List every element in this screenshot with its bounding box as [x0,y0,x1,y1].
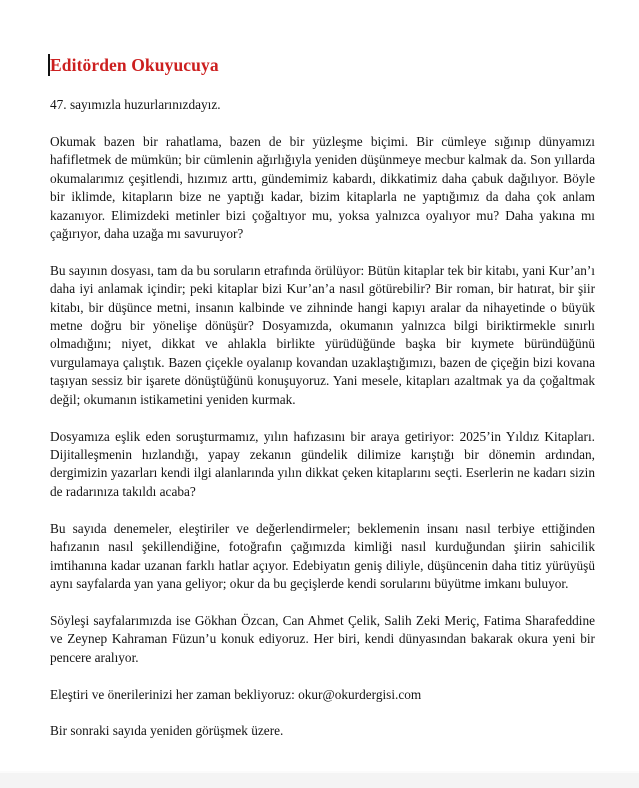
paragraph-dossier-theme[interactable]: Bu sayının dosyası, tam da bu soruların etrafında örülüyor: Bütün kitaplar tek bir kitabı, yani Kur’an’ı daha iyi anlamak içindir; peki kitaplar bizi Kur’an’a nasıl götürebilir? Bir roman, bir hatırat, bir şiir kitabı, bir düşünce metni, insanın kalbinde ve zihninde hangi kapıyı aralar da nihayetinde o büyük metne doğru bir yönelişe dönüşür? Dosyamızda, okumanın yalnızca bilgi biriktirmekle sınırlı olmadığını; niyet, dikkat ve ahlakla birlikte yürüdüğünde başka bir kıymete büründüğünü vurgulamaya çalıştık. Bazen çiçekle oyalanıp kovandan uzaklaştığımızı, bazen de çiçeğin bizi kovana taşıyan sessiz bir işarete dönüştüğünü konuşuyoruz. Yani mesele, kitapları azaltmak ya da çoğaltmak değil; okumanın istikametini yeniden kurmak. [50,262,595,407]
paragraph-essays-reviews[interactable]: Bu sayıda denemeler, eleştiriler ve değerlendirmeler; beklemenin insanı nasıl terbiye ettiğinden hafızanın nasıl şekillendiğine, fotoğrafın çağımızda kimliği nasıl kurduğundan şiirin sahicilik imtihanına kadar uzanan farklı hatlar açıyor. Edebiyatın geniş diliyle, düşüncenin daha titiz yürüyüşü aynı sayfalarda yan yana geliyor; okur da bu geçişlerde kendi sorularını büyütme imkanı buluyor. [50,520,595,591]
paragraph-interviews[interactable]: Söyleşi sayfalarımızda ise Gökhan Özcan, Can Ahmet Çelik, Salih Zeki Meriç, Fatima Sharafeddine ve Zeynep Kahraman Füzun’u konuk ediyoruz. Her biri, kendi dünyasından bakarak okura yeni bir pencere aralıyor. [50,612,595,665]
paragraph-reading-climate[interactable]: Okumak bazen bir rahatlama, bazen de bir yüzleşme biçimi. Bir cümleye sığınıp dünyamızı hafifletmek de mümkün; bir cümlenin ağırlığıyla yeniden düşünmeye mecbur kalmak da. Son yıllarda okumalarımız çeşitlendi, hızımız arttı, gündemimiz kabardı, dikkatimiz daha çabuk dağılıyor. Böyle bir iklimde, kitapların bize ne yaptığı kadar, bizim kitaplarla ne yaptığımız da daha çok anlam kazanıyor. Elimizdeki metinler bizi çoğaltıyor mu, yoksa yalnızca oyalıyor mu? Daha yakına mı çağırıyor, daha uzağa mı savuruyor? [50,133,595,241]
paragraph-star-books-survey[interactable]: Dosyamıza eşlik eden soruşturmamız, yılın hafızasını bir araya getiriyor: 2025’in Yıldız Kitapları. Dijitalleşmenin hızlandığı, yapay zekanın gündelik dilimize karıştığı bir dönemin ardından, dergimizin yazarları kendi ilgi alanlarında yılın dikkat çeken kitaplarını seçti. Eserlerin ne kadarı sizin de radarınıza takıldı acaba? [50,428,595,499]
contact-label: Eleştiri ve önerilerinizi her zaman bekliyoruz: [50,686,299,702]
issue-line[interactable]: 47. sayımızla huzurlarınızdayız. [50,97,221,112]
editorial-title[interactable]: Editörden Okuyucuya [50,55,219,75]
contact-line[interactable] [50,686,595,704]
contact-email[interactable]: okur@okurdergisi.com [298,686,422,702]
closing-line[interactable]: Bir sonraki sayıda yeniden görüşmek üzere. [50,723,284,739]
page-edge-gutter [0,771,639,788]
text-cursor [48,54,50,76]
